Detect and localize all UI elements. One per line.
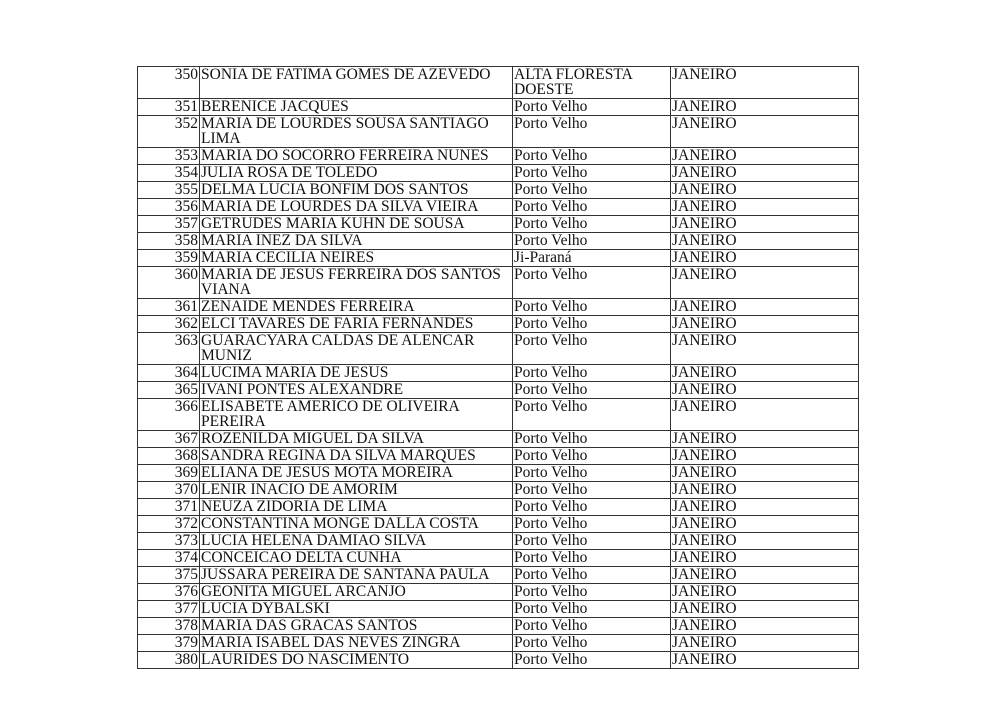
row-number: 379: [138, 635, 200, 652]
month-name: JANEIRO: [671, 465, 859, 482]
person-name: CONCEICAO DELTA CUNHA: [200, 550, 513, 567]
table-row: [138, 216, 859, 233]
city-name: Porto Velho: [513, 618, 671, 635]
city-name: Porto Velho: [513, 182, 671, 199]
row-number: 355: [138, 182, 200, 199]
person-name: BERENICE JACQUES: [200, 99, 513, 116]
person-name: ELCI TAVARES DE FARIA FERNANDES: [200, 316, 513, 333]
month-name: JANEIRO: [671, 267, 859, 299]
row-number: 365: [138, 382, 200, 399]
row-number: 380: [138, 652, 200, 669]
city-name: Porto Velho: [513, 148, 671, 165]
person-name: ROZENILDA MIGUEL DA SILVA: [200, 431, 513, 448]
beneficiary-table: [137, 66, 859, 669]
row-number: 378: [138, 618, 200, 635]
city-name: Porto Velho: [513, 216, 671, 233]
city-name: Porto Velho: [513, 601, 671, 618]
row-number: 354: [138, 165, 200, 182]
month-name: JANEIRO: [671, 216, 859, 233]
table-row: [138, 516, 859, 533]
person-name: SONIA DE FATIMA GOMES DE AZEVEDO: [200, 67, 513, 99]
city-name: Porto Velho: [513, 448, 671, 465]
row-number: 377: [138, 601, 200, 618]
person-name: MARIA ISABEL DAS NEVES ZINGRA: [200, 635, 513, 652]
month-name: JANEIRO: [671, 601, 859, 618]
person-name: MARIA INEZ DA SILVA: [200, 233, 513, 250]
city-name: Porto Velho: [513, 165, 671, 182]
city-name: Porto Velho: [513, 333, 671, 365]
city-name: Porto Velho: [513, 316, 671, 333]
person-name: MARIA CECILIA NEIRES: [200, 250, 513, 267]
month-name: JANEIRO: [671, 333, 859, 365]
person-name: MARIA DO SOCORRO FERREIRA NUNES: [200, 148, 513, 165]
month-name: JANEIRO: [671, 165, 859, 182]
month-name: JANEIRO: [671, 431, 859, 448]
month-name: JANEIRO: [671, 516, 859, 533]
city-name: Porto Velho: [513, 116, 671, 148]
person-name: ELIANA DE JESUS MOTA MOREIRA: [200, 465, 513, 482]
row-number: 359: [138, 250, 200, 267]
row-number: 371: [138, 499, 200, 516]
row-number: 351: [138, 99, 200, 116]
row-number: 368: [138, 448, 200, 465]
person-name: MARIA DAS GRACAS SANTOS: [200, 618, 513, 635]
row-number: 376: [138, 584, 200, 601]
person-name: JUSSARA PEREIRA DE SANTANA PAULA: [200, 567, 513, 584]
table-row: [138, 199, 859, 216]
table-row: [138, 584, 859, 601]
table-row: [138, 533, 859, 550]
person-name: LUCIA HELENA DAMIAO SILVA: [200, 533, 513, 550]
month-name: JANEIRO: [671, 448, 859, 465]
month-name: JANEIRO: [671, 618, 859, 635]
table-row: [138, 431, 859, 448]
row-number: 373: [138, 533, 200, 550]
month-name: JANEIRO: [671, 116, 859, 148]
month-name: JANEIRO: [671, 550, 859, 567]
row-number: 360: [138, 267, 200, 299]
month-name: JANEIRO: [671, 99, 859, 116]
month-name: JANEIRO: [671, 635, 859, 652]
city-name: Porto Velho: [513, 635, 671, 652]
table-row: [138, 482, 859, 499]
month-name: JANEIRO: [671, 299, 859, 316]
person-name: MARIA DE LOURDES SOUSA SANTIAGO LIMA: [200, 116, 513, 148]
row-number: 350: [138, 67, 200, 99]
table-row: [138, 333, 859, 365]
city-name: Porto Velho: [513, 399, 671, 431]
month-name: JANEIRO: [671, 148, 859, 165]
city-name: Porto Velho: [513, 482, 671, 499]
table-row: [138, 618, 859, 635]
table-row: [138, 267, 859, 299]
person-name: MARIA DE LOURDES DA SILVA VIEIRA: [200, 199, 513, 216]
row-number: 358: [138, 233, 200, 250]
row-number: 375: [138, 567, 200, 584]
city-name: ALTA FLORESTA DOESTE: [513, 67, 671, 99]
month-name: JANEIRO: [671, 316, 859, 333]
city-name: Porto Velho: [513, 233, 671, 250]
table-row: [138, 182, 859, 199]
table-row: [138, 250, 859, 267]
person-name: GEONITA MIGUEL ARCANJO: [200, 584, 513, 601]
person-name: LUCIA DYBALSKI: [200, 601, 513, 618]
month-name: JANEIRO: [671, 233, 859, 250]
person-name: CONSTANTINA MONGE DALLA COSTA: [200, 516, 513, 533]
person-name: SANDRA REGINA DA SILVA MARQUES: [200, 448, 513, 465]
row-number: 361: [138, 299, 200, 316]
table-row: [138, 67, 859, 99]
row-number: 356: [138, 199, 200, 216]
person-name: LAURIDES DO NASCIMENTO: [200, 652, 513, 669]
table-row: [138, 567, 859, 584]
month-name: JANEIRO: [671, 67, 859, 99]
table-row: [138, 465, 859, 482]
person-name: ELISABETE AMERICO DE OLIVEIRA PEREIRA: [200, 399, 513, 431]
city-name: Porto Velho: [513, 567, 671, 584]
month-name: JANEIRO: [671, 365, 859, 382]
city-name: Ji-Paraná: [513, 250, 671, 267]
person-name: NEUZA ZIDORIA DE LIMA: [200, 499, 513, 516]
table-row: [138, 601, 859, 618]
city-name: Porto Velho: [513, 584, 671, 601]
city-name: Porto Velho: [513, 499, 671, 516]
table-row: [138, 448, 859, 465]
city-name: Porto Velho: [513, 299, 671, 316]
table-row: [138, 635, 859, 652]
person-name: LENIR INACIO DE AMORIM: [200, 482, 513, 499]
person-name: ZENAIDE MENDES FERREIRA: [200, 299, 513, 316]
city-name: Porto Velho: [513, 431, 671, 448]
city-name: Porto Velho: [513, 465, 671, 482]
row-number: 369: [138, 465, 200, 482]
table-row: [138, 99, 859, 116]
city-name: Porto Velho: [513, 199, 671, 216]
month-name: JANEIRO: [671, 399, 859, 431]
table-row: [138, 652, 859, 669]
month-name: JANEIRO: [671, 199, 859, 216]
table-row: [138, 165, 859, 182]
month-name: JANEIRO: [671, 382, 859, 399]
person-name: IVANI PONTES ALEXANDRE: [200, 382, 513, 399]
row-number: 367: [138, 431, 200, 448]
row-number: 370: [138, 482, 200, 499]
month-name: JANEIRO: [671, 567, 859, 584]
table-row: [138, 550, 859, 567]
row-number: 363: [138, 333, 200, 365]
city-name: Porto Velho: [513, 267, 671, 299]
month-name: JANEIRO: [671, 652, 859, 669]
table-row: [138, 499, 859, 516]
person-name: GETRUDES MARIA KUHN DE SOUSA: [200, 216, 513, 233]
city-name: Porto Velho: [513, 516, 671, 533]
row-number: 353: [138, 148, 200, 165]
month-name: JANEIRO: [671, 499, 859, 516]
city-name: Porto Velho: [513, 550, 671, 567]
city-name: Porto Velho: [513, 533, 671, 550]
city-name: Porto Velho: [513, 382, 671, 399]
table-row: [138, 399, 859, 431]
city-name: Porto Velho: [513, 652, 671, 669]
row-number: 352: [138, 116, 200, 148]
city-name: Porto Velho: [513, 99, 671, 116]
table-row: [138, 365, 859, 382]
row-number: 357: [138, 216, 200, 233]
person-name: JULIA ROSA DE TOLEDO: [200, 165, 513, 182]
month-name: JANEIRO: [671, 250, 859, 267]
table-row: [138, 233, 859, 250]
person-name: LUCIMA MARIA DE JESUS: [200, 365, 513, 382]
month-name: JANEIRO: [671, 182, 859, 199]
table-row: [138, 299, 859, 316]
row-number: 374: [138, 550, 200, 567]
month-name: JANEIRO: [671, 584, 859, 601]
city-name: Porto Velho: [513, 365, 671, 382]
row-number: 364: [138, 365, 200, 382]
month-name: JANEIRO: [671, 533, 859, 550]
person-name: GUARACYARA CALDAS DE ALENCAR MUNIZ: [200, 333, 513, 365]
row-number: 362: [138, 316, 200, 333]
table-row: [138, 116, 859, 148]
person-name: MARIA DE JESUS FERREIRA DOS SANTOS VIANA: [200, 267, 513, 299]
table-row: [138, 148, 859, 165]
table-body: [138, 67, 859, 669]
row-number: 372: [138, 516, 200, 533]
table-row: [138, 316, 859, 333]
row-number: 366: [138, 399, 200, 431]
table-row: [138, 382, 859, 399]
month-name: JANEIRO: [671, 482, 859, 499]
person-name: DELMA LUCIA BONFIM DOS SANTOS: [200, 182, 513, 199]
